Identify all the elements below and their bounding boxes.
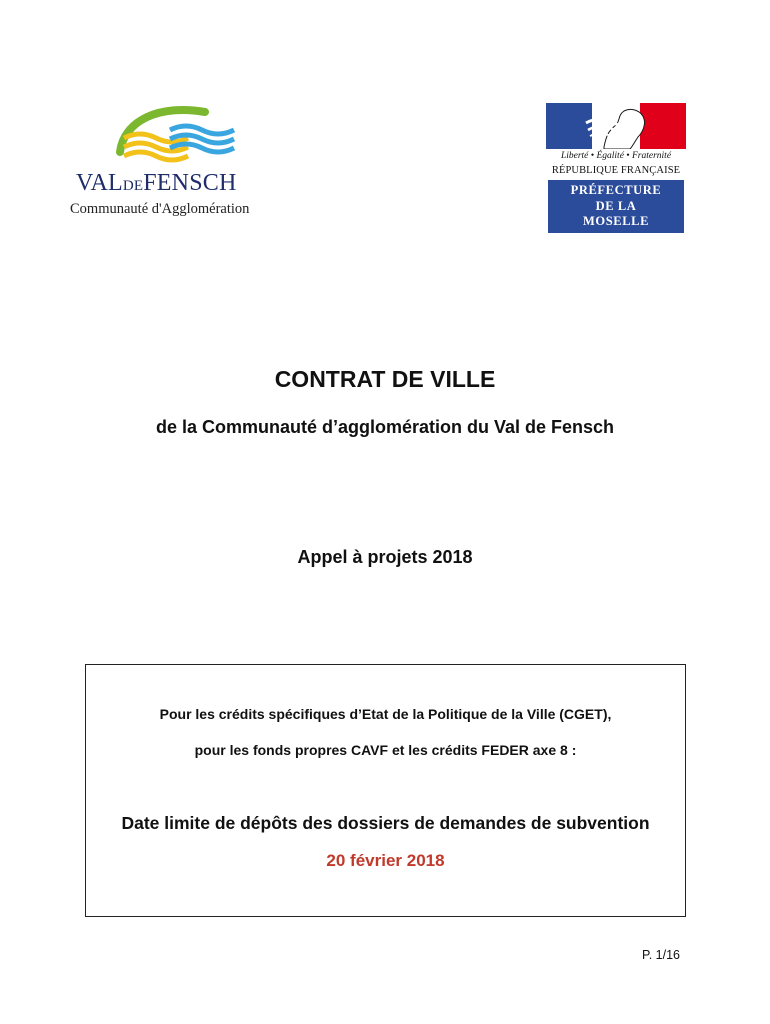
funding-line-cget: Pour les crédits spécifiques d’Etat de la Politique de la Ville (CGET), [159, 706, 612, 722]
call-for-projects-title: Appel à projets 2018 [297, 547, 473, 567]
val-de-fensch-subtitle: Communauté d'Agglomération [70, 201, 250, 217]
page-number: P. 1/16 [641, 948, 680, 962]
deadline-date: 20 février 2018 [326, 851, 445, 870]
funding-info-box [85, 664, 686, 917]
prefecture-moselle-logo [546, 103, 686, 235]
val-de-fensch-name: VALDEFENSCH [76, 170, 237, 196]
republic-name: RÉPUBLIQUE FRANÇAISE [551, 165, 681, 176]
prefecture-line: MOSELLE [582, 214, 650, 229]
prefecture-line: DE LA [595, 198, 637, 213]
marianne-icon [546, 103, 686, 149]
val-de-fensch-logo [70, 100, 300, 225]
prefecture-name-block [548, 180, 684, 233]
val-de-fensch-emblem-icon [110, 100, 250, 170]
prefecture-line: PRÉFECTURE [570, 183, 662, 198]
deadline-label: Date limite de dépôts des dossiers de demandes de subvention [121, 813, 650, 833]
funding-line-feder: pour les fonds propres CAVF et les crédits FEDER axe 8 : [194, 742, 577, 758]
document-title: CONTRAT DE VILLE [274, 366, 496, 392]
document-subtitle: de la Communauté d’agglomération du Val de Fensch [155, 417, 615, 437]
republic-motto: Liberté • Égalité • Fraternité [560, 151, 672, 161]
